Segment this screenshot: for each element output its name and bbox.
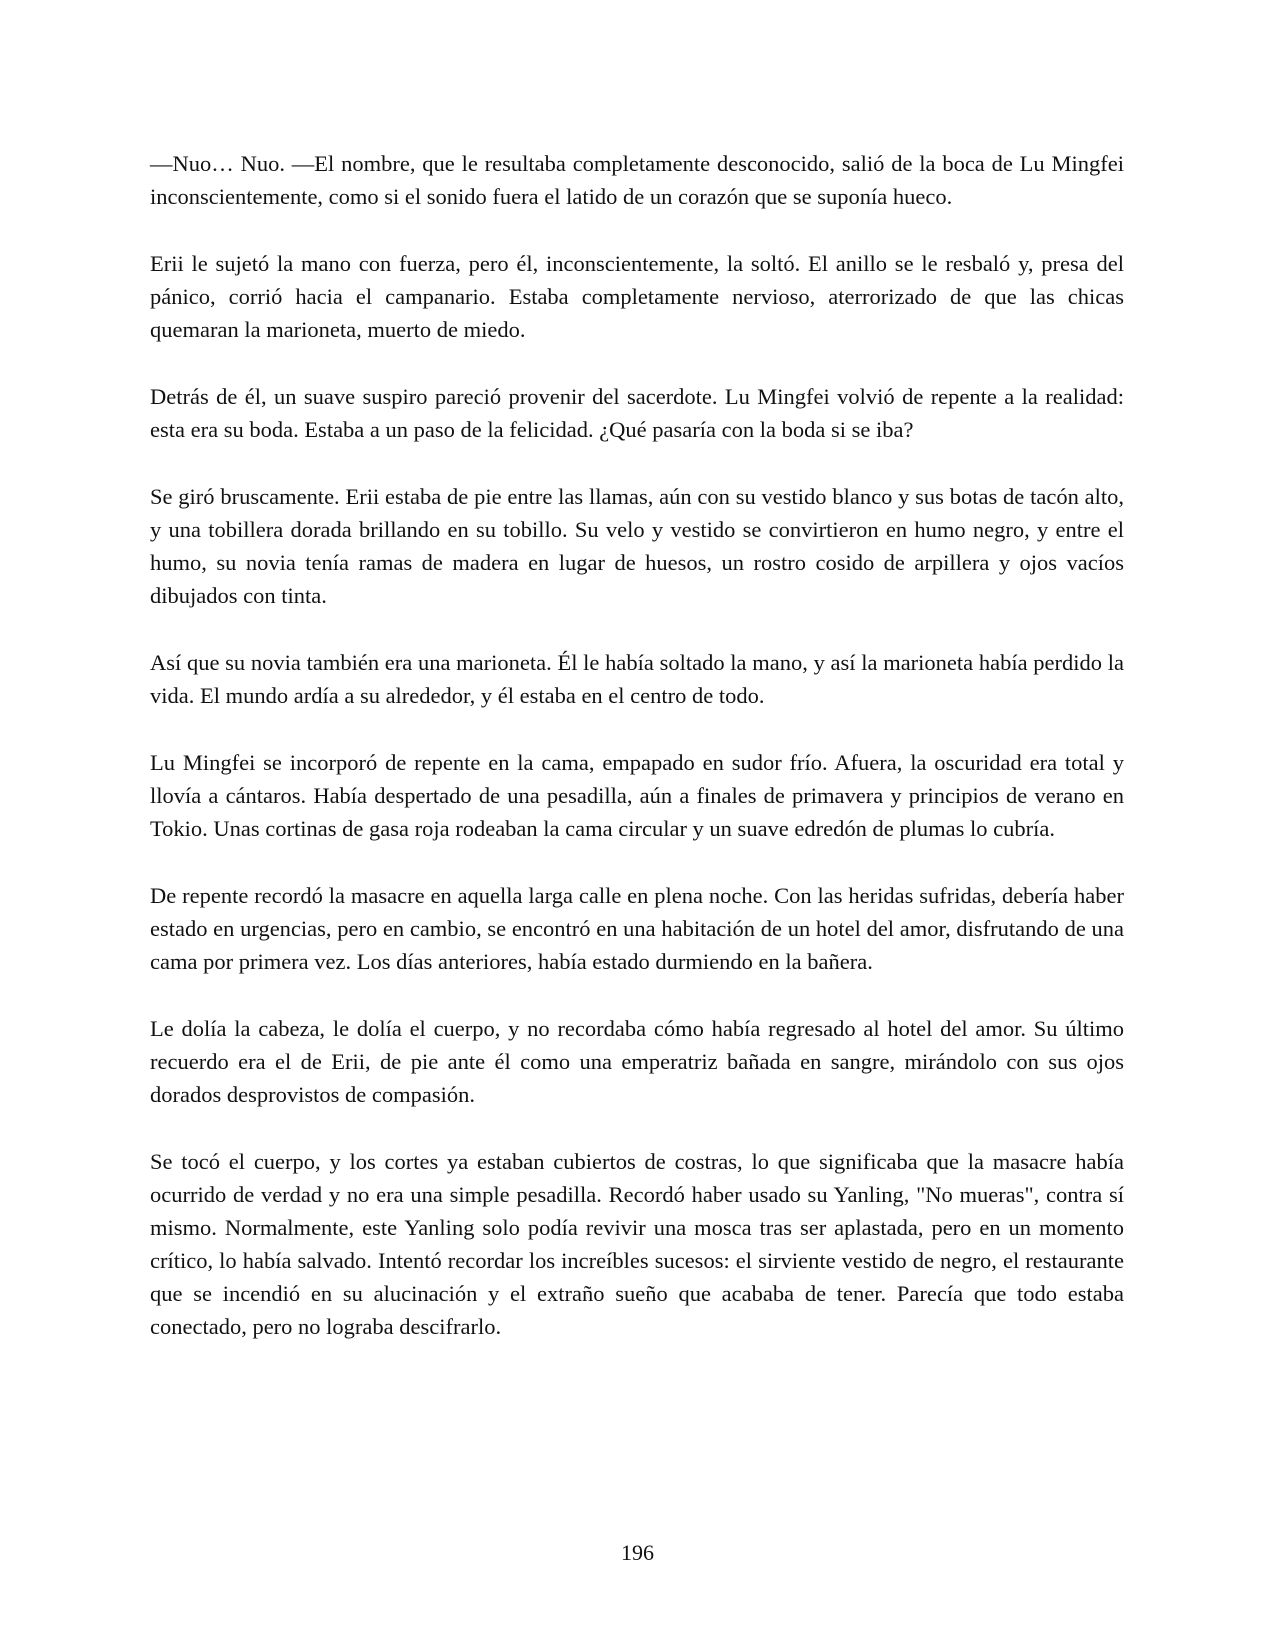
body-text bbox=[150, 147, 1124, 1377]
paragraph-4: Se giró bruscamente. Erii estaba de pie entre las llamas, aún con su vestido blanco y sus botas de tacón alto, y una tobillera dorada brillando en su tobillo. Su velo y vestido se convirtieron en humo negro, y entre el humo, su novia tenía ramas de madera en lugar de huesos, un rostro cosido de arpillera y ojos vacíos dibujados con tinta. bbox=[150, 484, 1124, 608]
paragraph-7: De repente recordó la masacre en aquella larga calle en plena noche. Con las heridas sufridas, debería haber estado en urgencias, pero en cambio, se encontró en una habitación de un hotel del amor, disfrutando de una cama por primera vez. Los días anteriores, había estado durmiendo en la bañera. bbox=[150, 883, 1124, 974]
paragraph-5: Así que su novia también era una marioneta. Él le había soltado la mano, y así la marioneta había perdido la vida. El mundo ardía a su alrededor, y él estaba en el centro de todo. bbox=[150, 650, 1124, 708]
paragraph-9: Se tocó el cuerpo, y los cortes ya estaban cubiertos de costras, lo que significaba que la masacre había ocurrido de verdad y no era una simple pesadilla. Recordó haber usado su Yanling, "No mueras", contra sí mismo. Normalmente, este Yanling solo podía revivir una mosca tras ser aplastada, pero en un momento crítico, lo había salvado. Intentó recordar los increíbles sucesos: el sirviente vestido de negro, el restaurante que se incendió en su alucinación y el extraño sueño que acababa de tener. Parecía que todo estaba conectado, pero no lograba descifrarlo. bbox=[150, 1149, 1124, 1339]
paragraph-8: Le dolía la cabeza, le dolía el cuerpo, y no recordaba cómo había regresado al hotel del amor. Su último recuerdo era el de Erii, de pie ante él como una emperatriz bañada en sangre, mirándolo con sus ojos dorados desprovistos de compasión. bbox=[150, 1016, 1124, 1107]
paragraph-3: Detrás de él, un suave suspiro pareció provenir del sacerdote. Lu Mingfei volvió de repente a la realidad: esta era su boda. Estaba a un paso de la felicidad. ¿Qué pasaría con la boda si se iba? bbox=[150, 384, 1124, 442]
paragraph-1: —Nuo… Nuo. —El nombre, que le resultaba completamente desconocido, salió de la boca de Lu Mingfei inconscientemente, como si el sonido fuera el latido de un corazón que se suponía hueco. bbox=[150, 151, 1124, 209]
page-number: 196 bbox=[621, 1540, 654, 1565]
paragraph-6: Lu Mingfei se incorporó de repente en la cama, empapado en sudor frío. Afuera, la oscuridad era total y llovía a cántaros. Había despertado de una pesadilla, aún a finales de primavera y principios de verano en Tokio. Unas cortinas de gasa roja rodeaban la cama circular y un suave edredón de plumas lo cubría. bbox=[150, 750, 1124, 841]
paragraph-2: Erii le sujetó la mano con fuerza, pero él, inconscientemente, la soltó. El anillo se le resbaló y, presa del pánico, corrió hacia el campanario. Estaba completamente nervioso, aterrorizado de que las chicas quemaran la marioneta, muerto de miedo. bbox=[150, 251, 1124, 342]
